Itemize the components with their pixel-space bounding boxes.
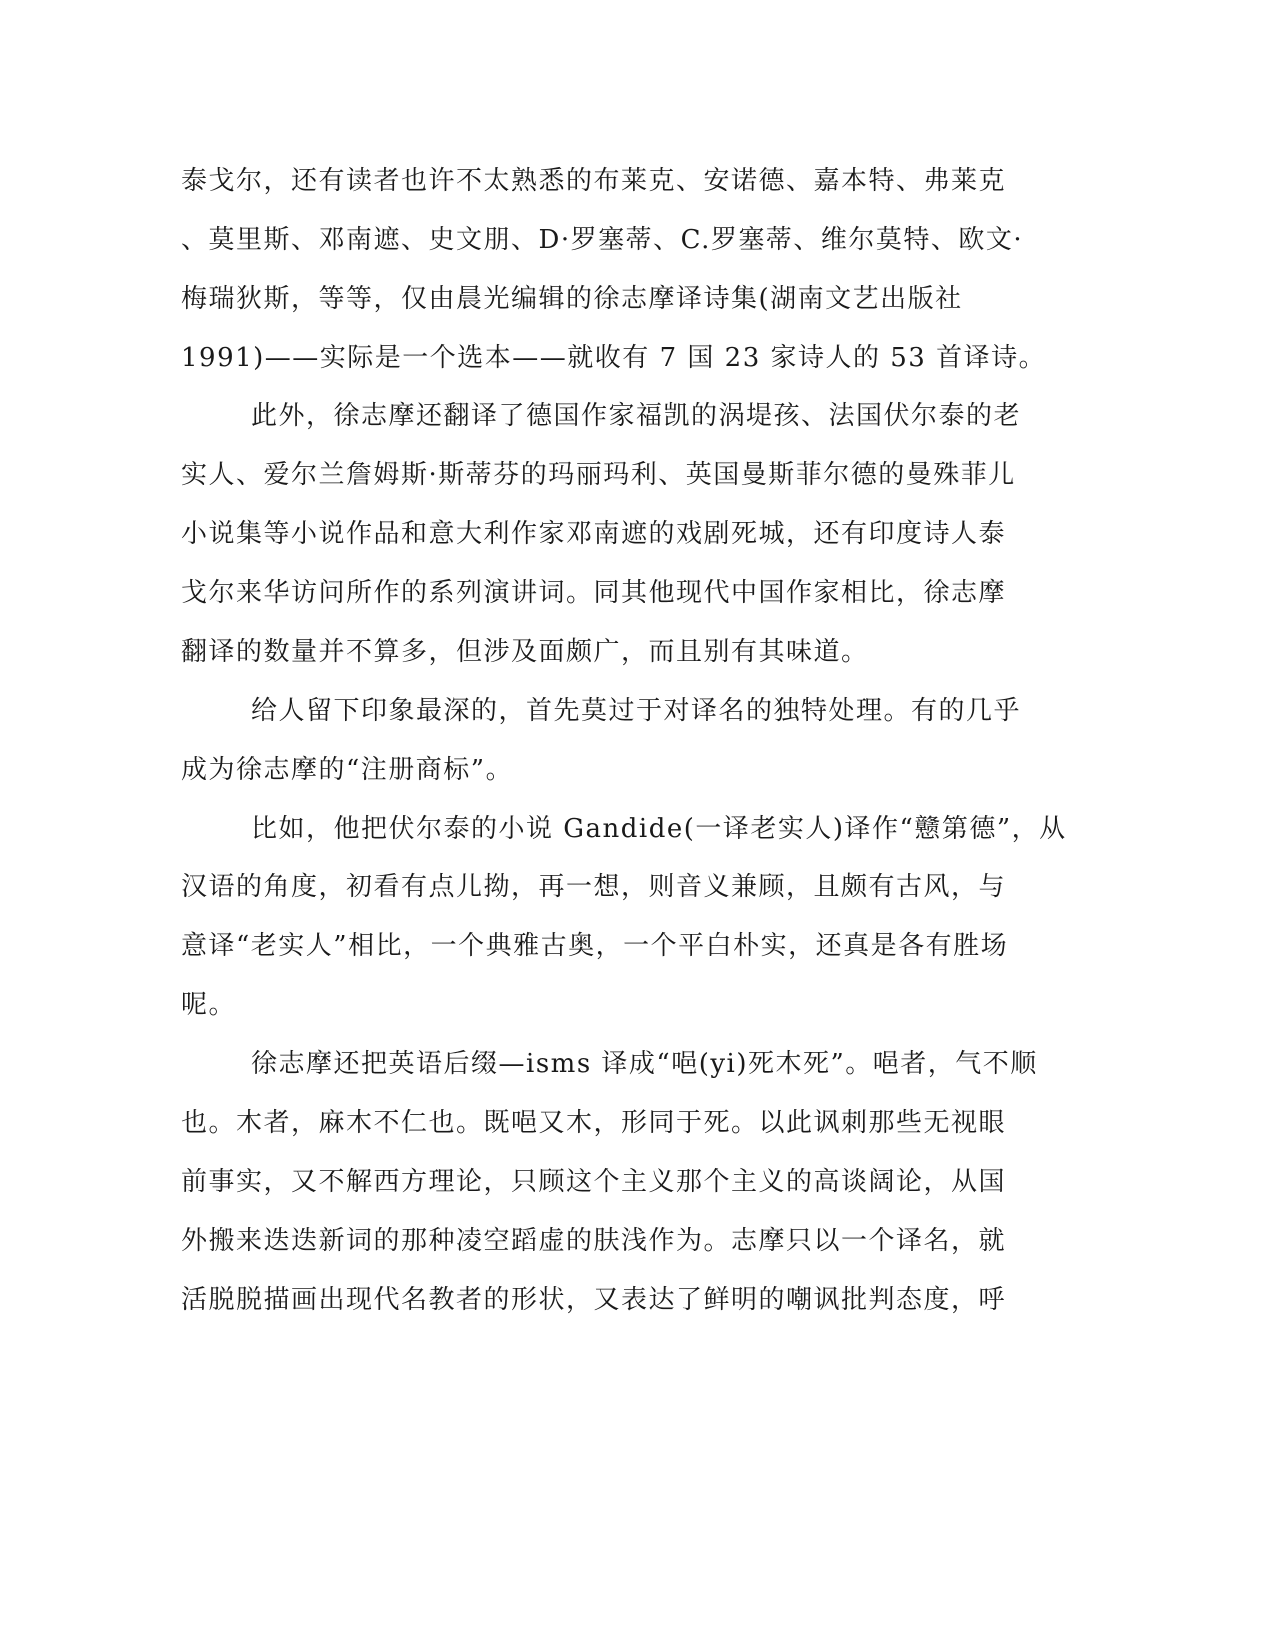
text-line: 小说集等小说作品和意大利作家邓南遮的戏剧死城，还有印度诗人泰 (181, 519, 1007, 549)
text-line: 泰戈尔，还有读者也许不太熟悉的布莱克、安诺德、嘉本特、弗莱克 (181, 166, 1007, 196)
text-line: 外搬来迭迭新词的那种凌空蹈虚的肤浅作为。志摩只以一个译名，就 (181, 1226, 1007, 1256)
text-line: 呢。 (181, 990, 237, 1020)
text-line: 翻译的数量并不算多，但涉及面颇广，而且别有其味道。 (181, 637, 869, 667)
text-line: 意译“老实人”相比，一个典雅古奥，一个平白朴实，还真是各有胜场 (181, 931, 1009, 961)
paragraph-first-line: 徐志摩还把英语后缀—isms 译成“唈(yi)死木死”。唈者，气不顺 (251, 1049, 1038, 1079)
text-line: 活脱脱描画出现代名教者的形状，又表达了鲜明的嘲讽批判态度，呼 (181, 1285, 1007, 1315)
text-line: 戈尔来华访问所作的系列演讲词。同其他现代中国作家相比，徐志摩 (181, 578, 1007, 608)
text-line: 梅瑞狄斯，等等，仅由晨光编辑的徐志摩译诗集(湖南文艺出版社 (181, 284, 963, 314)
text-line: 也。木者，麻木不仁也。既唈又木，形同于死。以此讽刺那些无视眼 (181, 1108, 1007, 1138)
paragraph-first-line: 此外，徐志摩还翻译了德国作家福凯的涡堤孩、法国伏尔泰的老 (251, 401, 1022, 431)
text-line: 汉语的角度，初看有点儿拗，再一想，则音义兼顾，且颇有古风，与 (181, 872, 1007, 902)
paragraph-first-line: 给人留下印象最深的，首先莫过于对译名的独特处理。有的几乎 (251, 696, 1022, 726)
text-line: 实人、爱尔兰詹姆斯·斯蒂芬的玛丽玛利、英国曼斯菲尔德的曼殊菲儿 (181, 460, 1016, 490)
text-line: 前事实，又不解西方理论，只顾这个主义那个主义的高谈阔论，从国 (181, 1167, 1007, 1197)
paragraph-first-line: 比如，他把伏尔泰的小说 Gandide(一译老实人)译作“戆第德”，从 (251, 814, 1067, 844)
text-line: 成为徐志摩的“注册商标”。 (181, 755, 514, 785)
text-line: 、莫里斯、邓南遮、史文朋、D·罗塞蒂、C.罗塞蒂、维尔莫特、欧文· (181, 225, 1024, 255)
text-line: 1991)——实际是一个选本——就收有 7 国 23 家诗人的 53 首译诗。 (181, 343, 1047, 373)
